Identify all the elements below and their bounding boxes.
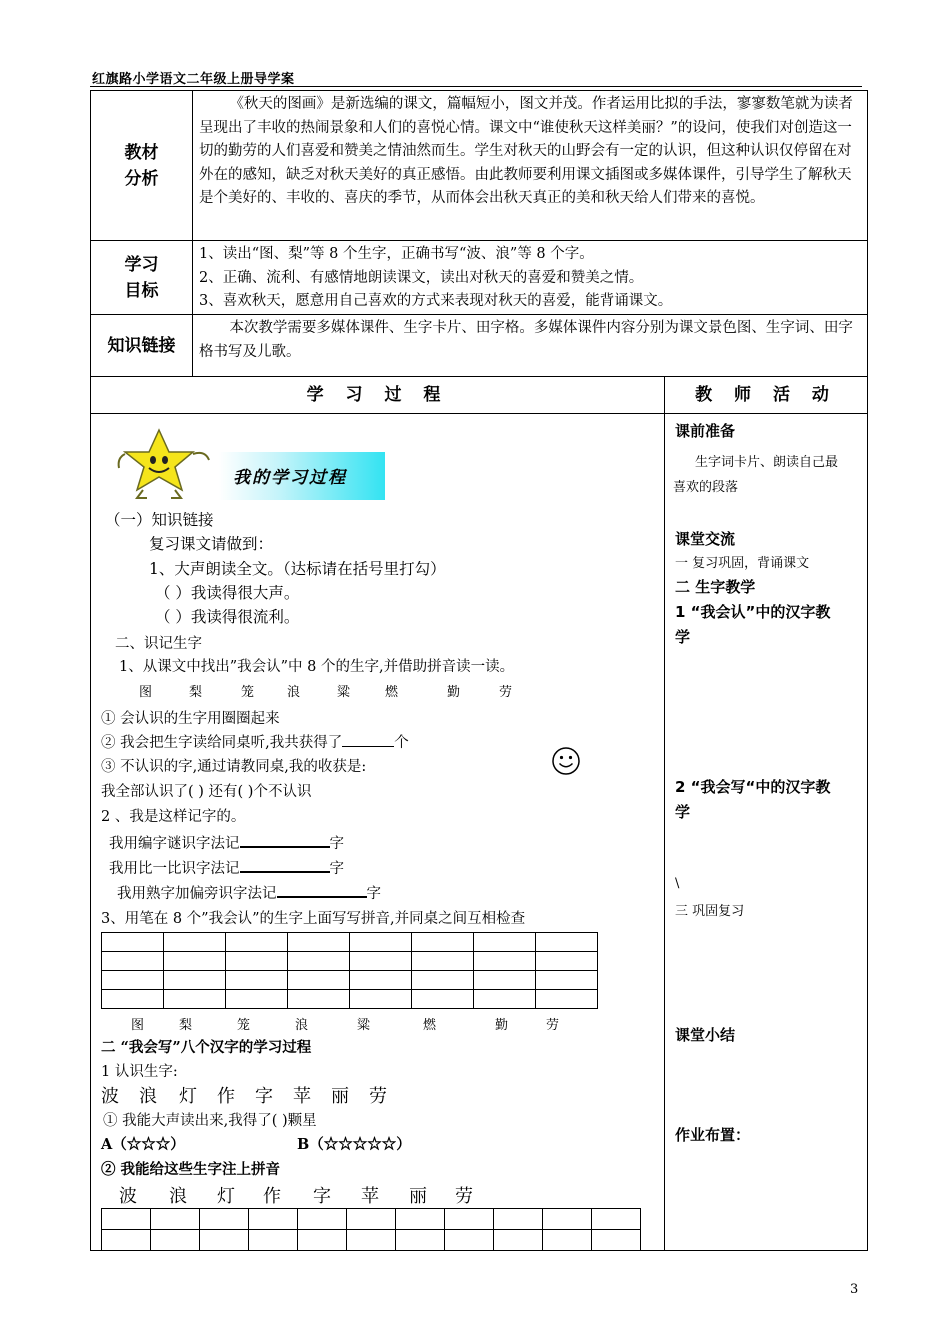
grid2-char: 丽 bbox=[409, 1186, 427, 1207]
process-column-header: 学 习 过 程 bbox=[91, 377, 665, 414]
write-char: 灯 bbox=[179, 1086, 197, 1107]
review-item: 1、大声朗读全文。（达标请在括号里打勾） bbox=[149, 560, 446, 578]
pinyin-title: ② 我能给这些生字注上拼音 bbox=[101, 1161, 281, 1178]
exchange-item: 一 复习巩固，背诵课文 bbox=[675, 556, 810, 571]
part3-title: 二 “我会写”八个汉字的学习过程 bbox=[101, 1039, 312, 1056]
homework-title: 作业布置： bbox=[675, 1126, 751, 1144]
all-known-line: 我全部认识了( ) 还有( )个不认识 bbox=[101, 784, 312, 800]
task2: 2 、我是这样记字的。 bbox=[101, 809, 246, 825]
knowledge-link-row bbox=[91, 315, 868, 377]
read-aloud-line: ① 我能大声读出来,我得了( )颗星 bbox=[103, 1113, 317, 1129]
pinyin-writing-grid-1[interactable] bbox=[101, 932, 598, 1009]
page-number: 3 bbox=[850, 1282, 859, 1297]
teach-recognize-line2: 学 bbox=[675, 628, 691, 646]
step2: ② 我会把生字读给同桌听,我共获得了 个 bbox=[101, 735, 409, 751]
banner-title: 我的学习过程 bbox=[233, 468, 347, 488]
teach-title: 二 生字教学 bbox=[675, 578, 756, 596]
content-row bbox=[91, 414, 868, 1251]
grid2-char: 劳 bbox=[455, 1186, 473, 1207]
read-char: 图 bbox=[139, 685, 153, 700]
teacher-activity-cell bbox=[665, 414, 868, 1251]
grid1-char: 粱 bbox=[357, 1018, 371, 1033]
grid2-char: 灯 bbox=[217, 1186, 235, 1207]
step3: ③ 不认识的字,通过请教同桌,我的收获是: bbox=[101, 759, 367, 775]
material-analysis-text: 《秋天的图画》是新选编的课文，篇幅短小，图文并茂。作者运用比拟的手法，寥寥数笔就为读者呈现出了丰收的热闹景象和人们的喜悦心情。课文中“谁使秋天这样美丽？”的设问，使我们对创造这一切的勤劳的人们喜爱和赞美之情油然而生。学生对秋天的山野会有一定的认识，但这种认识仅停留在对外在的感知，缺乏对秋天美好的真正感悟。由此教师要利用课文插图或多媒体课件，引导学生了解秋天是个美好的、丰收的、喜庆的季节，从而体会出秋天真正的美和秋天给人们带来的喜悦。 bbox=[199, 96, 853, 206]
lesson-plan-table bbox=[90, 90, 868, 1251]
material-analysis-label: 教材 分析 bbox=[91, 91, 193, 241]
read-char: 梨 bbox=[189, 685, 203, 700]
prep-line1: 生字词卡片、朗读自己最 bbox=[695, 455, 839, 470]
teach-write-line2: 学 bbox=[675, 803, 691, 821]
rating-b[interactable]: B（☆☆☆☆☆） bbox=[297, 1136, 411, 1153]
blank-line[interactable] bbox=[342, 745, 394, 747]
grid1-char: 图 bbox=[131, 1018, 145, 1033]
learning-objectives-row bbox=[91, 241, 868, 315]
read-char: 笼 bbox=[241, 685, 255, 700]
objective-item: 1、读出“图、梨”等 8 个生字，正确书写“波、浪”等 8 个字。 bbox=[199, 246, 594, 262]
read-char: 浪 bbox=[287, 685, 301, 700]
grid2-char: 浪 bbox=[169, 1186, 187, 1207]
read-char: 燃 bbox=[385, 685, 399, 700]
write-char: 劳 bbox=[369, 1086, 387, 1107]
pinyin-writing-grid-2[interactable] bbox=[101, 1208, 641, 1251]
exchange-title: 课堂交流 bbox=[675, 530, 736, 548]
task1: 1、从课文中找出”我会认”中 8 个的生字,并借助拼音读一读。 bbox=[119, 659, 515, 675]
material-analysis-row bbox=[91, 91, 868, 241]
write-char: 浪 bbox=[139, 1086, 157, 1107]
blank-line[interactable] bbox=[277, 895, 367, 898]
write-char: 波 bbox=[101, 1086, 119, 1107]
knowledge-link-text: 本次教学需要多媒体课件、生字卡片、田字格。多媒体课件内容分别为课文景色图、生字词、田字格书写及儿歌。 bbox=[199, 320, 853, 360]
write-char: 苹 bbox=[293, 1086, 311, 1107]
learning-process-banner bbox=[219, 452, 385, 500]
prep-title: 课前准备 bbox=[675, 422, 736, 440]
grid1-char: 梨 bbox=[179, 1018, 193, 1033]
learning-objectives-list bbox=[193, 241, 868, 315]
blank-line[interactable] bbox=[240, 870, 330, 873]
checkbox-line-fluent[interactable]: （ ）我读得很流利。 bbox=[155, 608, 300, 626]
rating-a[interactable]: A（☆☆☆） bbox=[101, 1136, 185, 1153]
grid1-char: 劳 bbox=[546, 1018, 560, 1033]
method2: 我用比一比识字法记 字 bbox=[109, 861, 344, 877]
recognize-label: 1 认识生字: bbox=[101, 1064, 178, 1080]
learning-process-cell bbox=[91, 414, 665, 1251]
teacher-column-header: 教 师 活 动 bbox=[665, 377, 868, 414]
teach-write-line1: 2 “我会写“中的汉字教 bbox=[675, 778, 831, 796]
column-header-row bbox=[91, 377, 868, 414]
checkbox-line-loud[interactable]: （ ）我读得很大声。 bbox=[155, 584, 300, 602]
review-intro: 复习课文请做到： bbox=[149, 535, 274, 553]
write-char: 字 bbox=[255, 1086, 273, 1107]
step1: ① 会认识的生字用圈圈起来 bbox=[101, 711, 280, 727]
task3: 3、用笔在 8 个”我会认”的生字上面写写拼音,并同桌之间互相检查 bbox=[101, 911, 526, 927]
grid2-char: 作 bbox=[263, 1186, 281, 1207]
write-char: 作 bbox=[217, 1086, 235, 1107]
summary-title: 课堂小结 bbox=[675, 1026, 736, 1044]
part1-title: （一）知识链接 bbox=[105, 511, 214, 529]
read-char: 劳 bbox=[499, 685, 513, 700]
grid2-char: 苹 bbox=[361, 1186, 379, 1207]
grid1-char: 燃 bbox=[423, 1018, 437, 1033]
grid1-char: 浪 bbox=[295, 1018, 309, 1033]
objective-item: 2、正确、流利、有感情地朗读课文，读出对秋天的喜爱和赞美之情。 bbox=[199, 269, 644, 286]
method1: 我用编字谜识字法记 字 bbox=[109, 836, 344, 852]
review-item: 三 巩固复习 bbox=[675, 904, 745, 919]
grid2-char: 波 bbox=[119, 1186, 137, 1207]
write-char: 丽 bbox=[331, 1086, 349, 1107]
read-char: 勤 bbox=[447, 685, 461, 700]
blank-line[interactable] bbox=[240, 845, 330, 848]
smiley-face-icon bbox=[551, 746, 581, 780]
objective-item: 3、喜欢秋天，愿意用自己喜欢的方式来表现对秋天的喜爱，能背诵课文。 bbox=[199, 293, 673, 309]
stray-mark: \ bbox=[675, 876, 680, 891]
grid1-char: 笼 bbox=[237, 1018, 251, 1033]
part2-title: 二、识记生字 bbox=[115, 636, 202, 652]
grid2-char: 字 bbox=[313, 1186, 331, 1207]
knowledge-link-label: 知识链接 bbox=[91, 315, 193, 377]
teach-recognize-line1: 1 “我会认”中的汉字教 bbox=[675, 603, 831, 621]
document-header: 红旗路小学语文二年级上册导学案 bbox=[92, 72, 295, 87]
smiling-star-icon bbox=[113, 428, 218, 500]
header-rule bbox=[90, 86, 862, 87]
learning-objectives-label: 学习 目标 bbox=[91, 241, 193, 315]
grid1-char: 勤 bbox=[495, 1018, 509, 1033]
read-char: 粱 bbox=[337, 685, 351, 700]
prep-line2: 喜欢的段落 bbox=[673, 480, 739, 495]
method3: 我用熟字加偏旁识字法记 字 bbox=[117, 886, 381, 902]
